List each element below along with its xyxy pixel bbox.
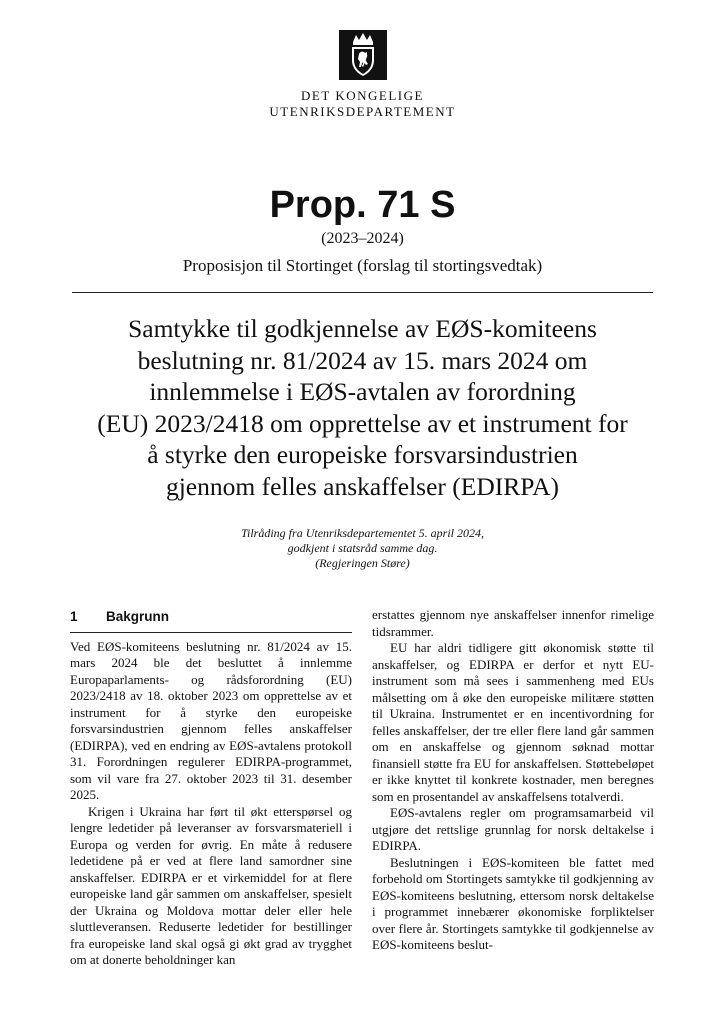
right-column: [372, 607, 654, 954]
body-paragraph: Beslutningen i EØS-komiteen ble fattet med forbehold om Stortingets samtykke til godkjenning av EØS-komiteens beslutning, ettersom norsk deltakelse i programmet innebærer økonomiske forpliktelser over flere år. Stortingets samtykke til godkjennelse av EØS-komiteens beslut-: [372, 854, 654, 952]
document-main-title: [60, 313, 665, 502]
proposition-title: Prop. 71 S: [269, 184, 456, 226]
section-heading: [70, 609, 352, 633]
norwegian-coat-of-arms-icon: [339, 30, 387, 80]
ministry-line-1: DET KONGELIGE: [301, 88, 424, 103]
proposition-subtitle: Proposisjon til Stortinget (forslag til stortingsvedtak): [182, 256, 543, 275]
proposition-years: (2023–2024): [321, 230, 404, 247]
proposition-title-block: [0, 183, 725, 277]
main-title-line: innlemmelse i EØS-avtalen av forordning: [149, 377, 576, 406]
section-number: 1: [70, 609, 78, 624]
body-paragraph: Ved EØS-komiteens beslutning nr. 81/2024 av 15. mars 2024 ble det besluttet å innlemme Europaparlaments- og rådsforordning (EU) 2023/2418 av 18. oktober 2023 om opprettelse av et instrument for å styrke den europeiske forsvarsindustrien gjennom felles anskaffelser (EDIRPA), ved en endring av EØS-avtalens protokoll 31. Forordningen regulerer EDIRPA-programmet, som vil vare fra 27. oktober 2023 til 31. desember 2025.: [70, 638, 352, 802]
body-paragraph: EU har aldri tidligere gitt økonomisk støtte til anskaffelser, og EDIRPA er derfor et nytt EU-instrument som må sees i sammenheng med EUs målsetting om å øke den europeiske militære støtten til Ukraina. Instrumentet er en incentivordning for felles anskaffelser, der tre eller flere land går sammen om en anskaffelse og gjennom søknad mottar finansiell støtte fra EU for anskaffelsen. Støttebeløpet er ikke knyttet til konkrete kostnader, men beregnes som en prosentandel av anskaffelsens totalverdi.: [372, 640, 654, 804]
approval-line-2: godkjent i statsråd samme dag.: [287, 541, 438, 555]
main-title-line: (EU) 2023/2418 om opprettelse av et instrument for: [97, 408, 628, 438]
main-title-line: beslutning nr. 81/2024 av 15. mars 2024 om: [137, 345, 588, 375]
approval-line-1: Tilråding fra Utenriksdepartementet 5. april 2024,: [241, 526, 484, 540]
left-column: [70, 607, 352, 969]
main-title-line: å styrke den europeiske forsvarsindustrien: [147, 440, 578, 469]
body-paragraph: EØS-avtalens regler om programsamarbeid vil utgjøre det rettslige grunnlag for norsk deltakelse i EDIRPA.: [372, 805, 654, 853]
section-title: Bakgrunn: [106, 609, 170, 624]
body-paragraph: erstattes gjennom nye anskaffelser innenfor rimelige tidsrammer.: [372, 607, 654, 639]
approval-line-3: (Regjeringen Støre): [315, 556, 410, 570]
title-divider: [72, 292, 653, 293]
header: [0, 30, 725, 120]
body-paragraph: Krigen i Ukraina har ført til økt etterspørsel og lengre ledetider på leveranser av forsvarsmateriell i Europa og verden for øvrig. En måte å redusere ledetidene på er ved at flere land samordner sine anskaffelser. EDIRPA er et virkemiddel for at flere europeiske land går sammen om anskaffelser, spesielt der Ukraina og Moldova mottar deler eller hele sluttleveransen. Reduserte ledetider for bestillinger fra europeiske land skal også gi økt grad av trygghet om at donerte beholdninger kan: [70, 803, 352, 967]
approval-note: [0, 526, 725, 571]
main-title-line: Samtykke til godkjennelse av EØS-komiteens: [128, 314, 597, 343]
ministry-line-2: UTENRIKSDEPARTEMENT: [269, 104, 456, 119]
main-title-line: gjennom felles anskaffelser (EDIRPA): [165, 471, 560, 501]
